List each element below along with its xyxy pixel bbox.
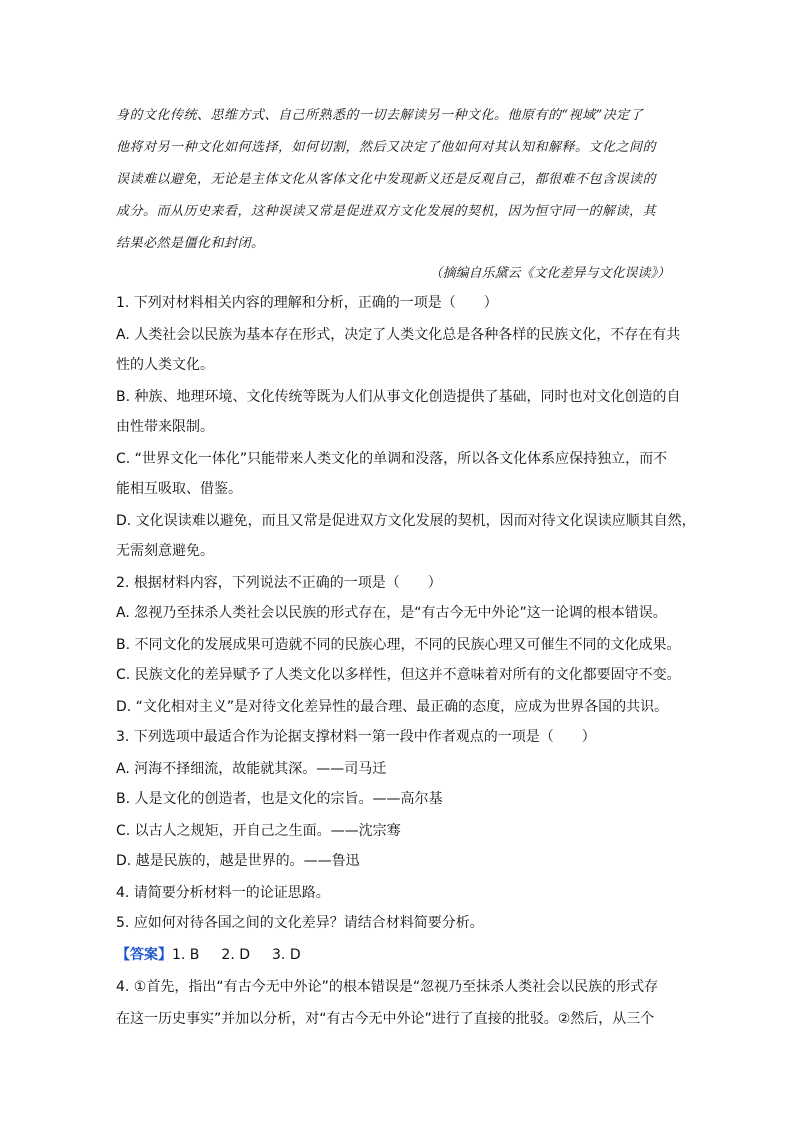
answer-line <box>116 944 301 964</box>
material-line-3: 误读难以避免，无论是主体文化从客体文化中发现新义还是反观自己，都很难不包含误读的 <box>116 172 657 187</box>
q2-option-d: D. “文化相对主义”是对待文化差异性的最合理、最正确的态度，应成为世界各国的共识。 <box>116 699 669 715</box>
q1-option-a-line-1: A. 人类社会以民族为基本存在形式，决定了人类文化总是各种各样的民族文化，不存在有共 <box>116 327 681 343</box>
answer-4-line-2: 在这一历史事实”并加以分析，对“有古今无中外论”进行了直接的批驳。②然后，从三个 <box>116 1011 655 1027</box>
q3-option-c: C. 以古人之规矩，开自己之生面。——沈宗骞 <box>116 823 401 839</box>
material-line-1: 身的文化传统、思维方式、自己所熟悉的一切去解读另一种文化。他原有的“视域”决定了 <box>116 108 644 123</box>
question-2-stem: 2. 根据材料内容，下列说法不正确的一项是（ ） <box>116 575 442 591</box>
q2-option-a: A. 忽视乃至抹杀人类社会以民族的形式存在，是“有古今无中外论”这一论调的根本错误。 <box>116 605 667 621</box>
q3-option-b: B. 人是文化的创造者，也是文化的宗旨。——高尔基 <box>116 791 443 807</box>
q2-option-c: C. 民族文化的差异赋予了人类文化以多样性，但这并不意味着对所有的文化都要固守不变。 <box>116 667 681 683</box>
q1-option-b-line-2: 由性带来限制。 <box>116 419 214 435</box>
q3-option-d: D. 越是民族的，越是世界的。——鲁迅 <box>116 853 360 869</box>
answer-3: 3. D <box>272 947 301 963</box>
q2-option-b: B. 不同文化的发展成果可造就不同的民族心理，不同的民族心理又可催生不同的文化成果。 <box>116 637 681 653</box>
q1-option-a-line-2: 性的人类文化。 <box>116 357 214 373</box>
q1-option-b-line-1: B. 种族、地理环境、文化传统等既为人们从事文化创造提供了基础，同时也对文化创造的自 <box>116 389 681 405</box>
question-5-stem: 5. 应如何对待各国之间的文化差异？请结合材料简要分析。 <box>116 915 484 931</box>
material-line-5: 结果必然是僵化和封闭。 <box>116 236 265 251</box>
q1-option-d-line-1: D. 文化误读难以避免，而且又常是促进双方文化发展的契机，因而对待文化误读应顺其自然， <box>116 513 696 529</box>
question-1-stem: 1. 下列对材料相关内容的理解和分析，正确的一项是（ ） <box>116 295 498 311</box>
answer-4-line-1: 4. ①首先，指出“有古今无中外论”的根本错误是“忽视乃至抹杀人类社会以民族的形式存 <box>116 979 659 995</box>
material-line-2: 他将对另一种文化如何选择，如何切割，然后又决定了他如何对其认知和解释。文化之间的 <box>116 140 657 155</box>
answer-tag: 【答案】 <box>116 947 172 963</box>
answer-2: 2. D <box>221 947 251 963</box>
q3-option-a: A. 河海不择细流，故能就其深。——司马迁 <box>116 761 387 777</box>
q1-option-d-line-2: 无需刻意避免。 <box>116 543 214 559</box>
question-3-stem: 3. 下列选项中最适合作为论据支撑材料一第一段中作者观点的一项是（ ） <box>116 729 596 745</box>
answer-1: 1. B <box>172 947 200 963</box>
q1-option-c-line-2: 能相互吸取、借鉴。 <box>116 481 242 497</box>
material-line-4: 成分。而从历史来看，这种误读又常是促进双方文化发展的契机，因为恒守同一的解读，其 <box>116 204 657 219</box>
question-4-stem: 4. 请简要分析材料一的论证思路。 <box>116 885 330 901</box>
q1-option-c-line-1: C. “世界文化一体化”只能带来人类文化的单调和没落，所以各文化体系应保持独立，而不 <box>116 451 668 467</box>
material-source: （摘编自乐黛云《文化差异与文化误读》） <box>429 266 670 281</box>
